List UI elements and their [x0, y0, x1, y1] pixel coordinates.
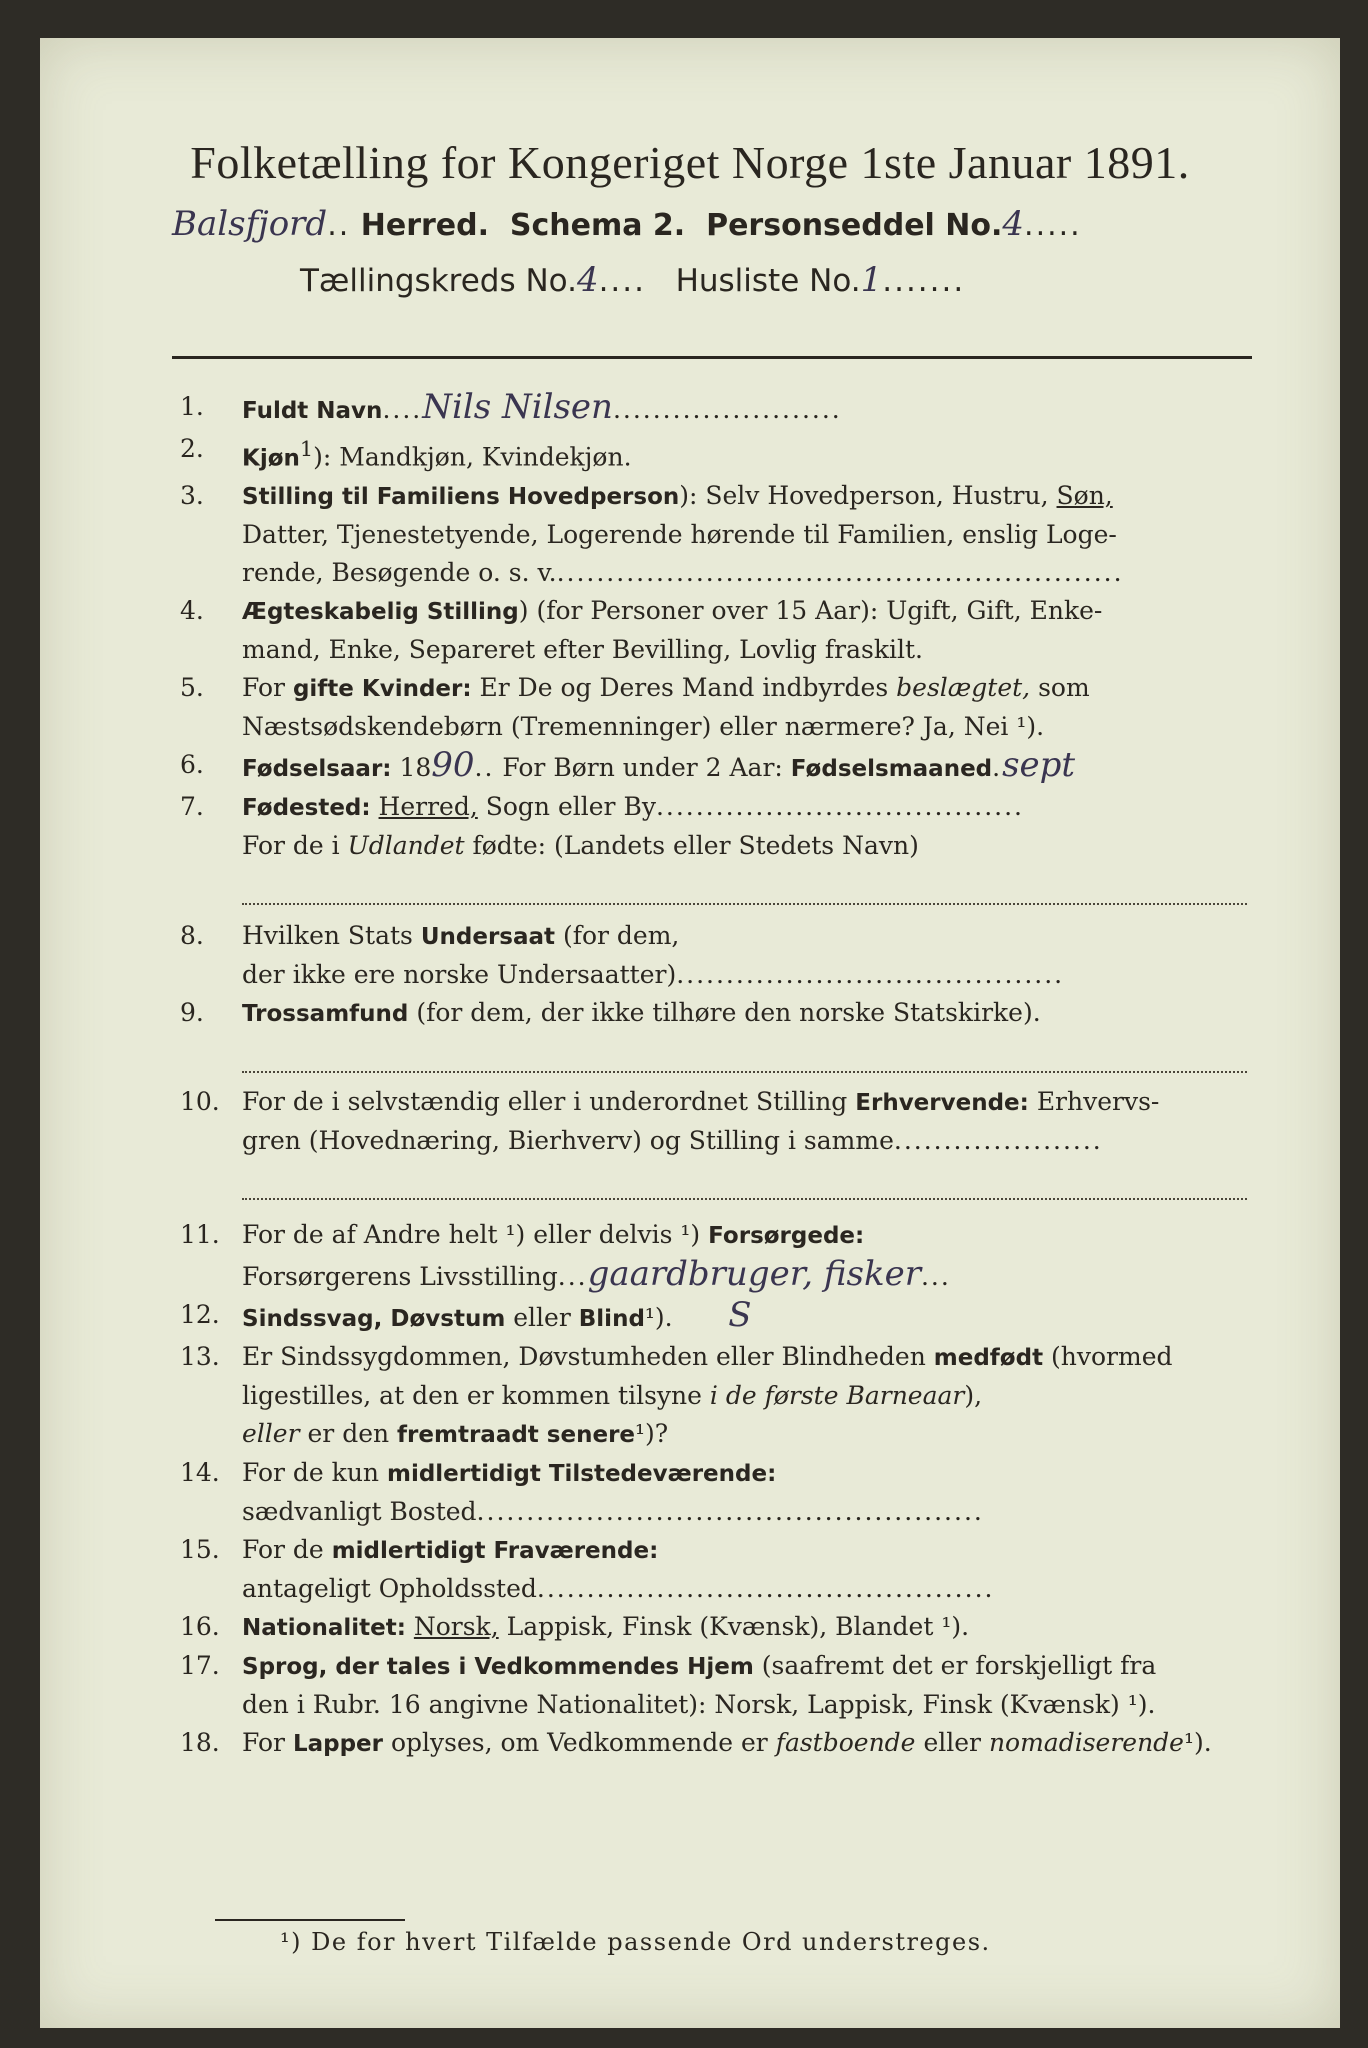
item-number: 17.	[180, 1651, 220, 1681]
item-text: ): Mandkjøn, Kvindekjøn.	[313, 442, 632, 472]
item-number: 12.	[180, 1300, 220, 1330]
form-title: Folketælling for Kongeriget Norge 1ste Januar 1891.	[190, 137, 1190, 188]
item-text: Sogn eller By	[485, 792, 656, 822]
item-text: Næstsødskendebørn (Tremenninger) eller nærmere? Ja, Nei ¹).	[242, 712, 1045, 742]
selected-son: Søn,	[1056, 481, 1113, 511]
provider-occupation-value: gaardbruger, fisker	[587, 1254, 921, 1295]
item-text: ),	[964, 1381, 983, 1411]
item-17	[180, 1647, 1255, 1724]
item-8: 8. Hvilken Stats Undersaat (for dem, der ikke ere norske Undersaatter).......................................	[180, 917, 1255, 994]
item-number: 8.	[180, 921, 204, 951]
item-13	[180, 1338, 1255, 1454]
form-items	[180, 388, 1255, 1763]
item-text: gren (Hovednæring, Bierhverv) og Stilling i samme	[242, 1126, 894, 1156]
item-text: For	[242, 1728, 285, 1758]
item-text: eller	[242, 1419, 300, 1449]
item-text: ) (for Personer over 15 Aar): Ugift, Gift, Enke-	[518, 596, 1103, 626]
item-number: 18.	[180, 1728, 220, 1758]
item-text: (for dem, der ikke tilhøre den norske Statskirke).	[416, 998, 1041, 1028]
item-number: 4.	[180, 596, 204, 626]
item-text: Datter, Tjenestetyende, Logerende hørende til Familien, enslig Loge-	[242, 520, 1117, 550]
item-10: 10. For de i selvstændig eller i underordnet Stilling Erhvervende: Erhvervs- gren (Hovednæring, Bierhverv) og Stilling i samme.....................	[180, 1083, 1255, 1200]
item-label: Kjøn	[242, 445, 300, 472]
item-text: For de	[242, 1535, 324, 1565]
item-11: 11. For de af Andre helt ¹) eller delvis ¹) Forsørgede: Forsørgerens Livsstilling...gaardbruger, fisker...	[180, 1216, 1255, 1296]
item-12	[180, 1296, 1255, 1338]
item-number: 10.	[180, 1087, 220, 1117]
item-label: Fuldt Navn	[242, 398, 383, 424]
item-text: antageligt Opholdssted	[242, 1574, 537, 1604]
item-text: For	[242, 673, 285, 703]
item-number: 16.	[180, 1612, 220, 1642]
answer-line	[242, 1160, 1247, 1200]
item-1: 1. Fuldt Navn....Nils Nilsen.......................	[180, 388, 1255, 430]
item-number: 2.	[180, 434, 204, 463]
item-label: Lapper	[292, 1731, 383, 1758]
item-text: For de i selvstændig eller i underordnet Stilling	[242, 1087, 848, 1117]
item-label: midlertidigt Fraværende:	[331, 1538, 659, 1565]
answer-line	[242, 865, 1247, 905]
item-label: Ægteskabelig Stilling	[242, 599, 519, 626]
item-label: Fødested:	[242, 795, 371, 822]
footnote-rule	[215, 1919, 405, 1921]
item-text: (saafremt det er forskjelligt fra	[761, 1651, 1157, 1681]
item-number: 5.	[180, 673, 204, 703]
item-3: 3. Stilling til Familiens Hovedperson): Selv Hovedperson, Hustru, Søn, Datter, Tjenestetyende, Logerende hørende til Familien, enslig Loge- rende, Besøgende o. s. v..........................................................	[180, 477, 1255, 592]
header-line-kreds: Tællingskreds No.4.... Husliste No.1.......	[300, 260, 966, 300]
item-label-2: Blind	[578, 1306, 645, 1333]
item-text: For de i	[242, 831, 340, 861]
item-text: ¹).	[1183, 1728, 1212, 1758]
item-label: Nationalitet:	[242, 1615, 406, 1642]
item-9	[180, 994, 1255, 1073]
item-text: eller	[923, 1728, 981, 1758]
item-text: rende, Besøgende o. s. v.	[242, 558, 557, 588]
item-text: beslægtet,	[896, 673, 1031, 703]
item-text: den i Rubr. 16 angivne Nationalitet): Norsk, Lappisk, Finsk (Kvænsk) ¹).	[242, 1690, 1156, 1720]
year-prefix: 18	[399, 753, 432, 783]
item-text: ligestilles, at den er kommen tilsyne	[242, 1381, 702, 1411]
item-text: Forsørgerens Livsstilling	[242, 1262, 558, 1292]
kreds-value: 4	[576, 260, 599, 300]
item-text: ¹)?	[635, 1419, 669, 1449]
item-text: (for dem,	[562, 921, 680, 951]
item-text: (hvormed	[1051, 1342, 1173, 1372]
header-rule	[172, 356, 1252, 359]
selected-norsk: Norsk,	[413, 1612, 499, 1642]
item-number: 9.	[180, 998, 204, 1028]
item-4	[180, 592, 1255, 669]
item-18	[180, 1724, 1255, 1763]
item-text: Erhvervs-	[1036, 1087, 1160, 1117]
item-number: 1.	[180, 392, 204, 421]
item-15: 15. For de midlertidigt Fraværende: antageligt Opholdssted..............................................	[180, 1531, 1255, 1608]
item-text: For Børn under 2 Aar:	[502, 753, 783, 783]
item-label: gifte Kvinder:	[292, 676, 472, 703]
birth-month-value: sept	[1002, 745, 1076, 786]
item-text: fastboende	[775, 1728, 916, 1758]
item-text: sædvanligt Bosted	[242, 1497, 477, 1527]
item-label: midlertidigt Tilstedeværende:	[386, 1461, 777, 1488]
item-number: 14.	[180, 1458, 220, 1488]
item-text: er den	[307, 1419, 390, 1449]
item-6: 6. Fødselsaar: 1890.. For Børn under 2 Aar: Fødselsmaaned.sept	[180, 746, 1255, 788]
item-label: Sprog, der tales i Vedkommendes Hjem	[242, 1654, 754, 1681]
item-label-2: Fødselsmaaned	[790, 756, 993, 783]
husliste-label: Husliste No.	[675, 263, 861, 299]
item-text: eller	[513, 1303, 571, 1333]
item-text: For de kun	[242, 1458, 380, 1488]
item-label: medfødt	[933, 1345, 1044, 1372]
item-number: 6.	[180, 750, 204, 780]
mark-value: S	[728, 1295, 752, 1336]
item-label-2: fremtraadt senere	[397, 1422, 636, 1449]
selected-herred: Herred,	[378, 792, 478, 822]
item-14: 14. For de kun midlertidigt Tilstedeværende: sædvanligt Bosted...................................................	[180, 1454, 1255, 1531]
kreds-label: Tællingskreds No.	[300, 263, 577, 299]
item-text: som	[1038, 673, 1090, 703]
item-text: der ikke ere norske Undersaatter)	[242, 960, 677, 990]
item-text: ¹).	[644, 1303, 673, 1333]
census-form-sheet	[40, 38, 1340, 2028]
item-label: Sindssvag, Døvstum	[242, 1306, 506, 1333]
item-text: For de af Andre helt ¹) eller delvis ¹)	[242, 1220, 701, 1250]
item-number: 7.	[180, 792, 204, 822]
item-text: mand, Enke, Separeret efter Bevilling, Lovlig fraskilt.	[242, 635, 923, 665]
item-text: Er De og Deres Mand indbyrdes	[479, 673, 889, 703]
item-2	[180, 430, 1255, 477]
husliste-value: 1	[860, 260, 883, 300]
footnote: ¹) De for hvert Tilfælde passende Ord understreges.	[280, 1928, 991, 1956]
footnote-mark: 1	[299, 437, 314, 461]
item-text: oplyses, om Vedkommende er	[390, 1728, 768, 1758]
item-text: Udlandet	[347, 831, 465, 861]
herred-value: Balsfjord	[172, 204, 328, 244]
personseddel-value: 4	[1002, 204, 1025, 244]
birth-year-value: 90	[431, 745, 475, 786]
schema-label: Schema 2.	[509, 208, 686, 243]
full-name-value: Nils Nilsen	[422, 387, 613, 427]
item-number: 13.	[180, 1342, 220, 1372]
item-label: Stilling til Familiens Hovedperson	[242, 484, 680, 511]
item-16	[180, 1608, 1255, 1647]
item-label: Trossamfund	[242, 1001, 409, 1028]
answer-line	[242, 1033, 1247, 1073]
item-5	[180, 669, 1255, 746]
item-text: Hvilken Stats	[242, 921, 413, 951]
item-number: 3.	[180, 481, 204, 511]
item-label: Forsørgede:	[708, 1223, 865, 1250]
item-text: nomadiserende	[988, 1728, 1184, 1758]
item-number: 11.	[180, 1220, 220, 1250]
item-text: ): Selv Hovedperson, Hustru,	[679, 481, 1049, 511]
item-text: i de første Barneaar	[709, 1381, 965, 1411]
item-label: Fødselsaar:	[242, 756, 392, 783]
item-label: Undersaat	[420, 924, 556, 951]
item-7: 7. Fødested: Herred, Sogn eller By..................................... For de i Udlandet fødte: (Landets eller Stedets Navn)	[180, 788, 1255, 905]
item-text: Er Sindssygdommen, Døvstumheden eller Blindheden	[242, 1342, 926, 1372]
item-number: 15.	[180, 1535, 220, 1565]
personseddel-label: Personseddel No.	[706, 208, 1003, 243]
item-text: Lappisk, Finsk (Kvænsk), Blandet ¹).	[506, 1612, 970, 1642]
herred-label: Herred.	[360, 208, 489, 243]
item-label: Erhvervende:	[855, 1090, 1029, 1117]
item-text: fødte: (Landets eller Stedets Navn)	[472, 831, 919, 861]
header-line-herred: Balsfjord.. Herred. Schema 2. Personseddel No.4.....	[172, 204, 1082, 244]
